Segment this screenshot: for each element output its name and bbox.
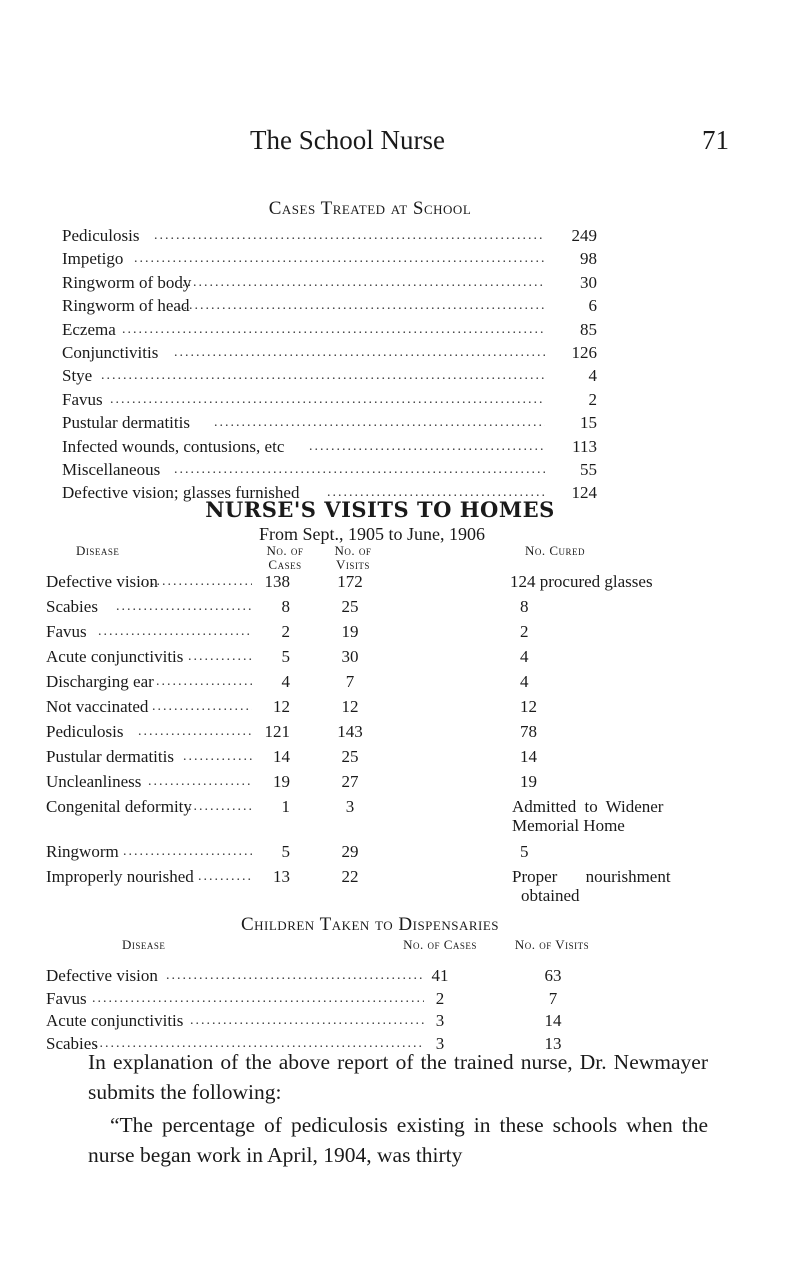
case-label: Infected wounds, contusions, etc xyxy=(62,436,285,456)
leader-dots xyxy=(98,624,252,640)
case-label: Pediculosis xyxy=(62,226,140,245)
home-cured: Admitted to Widener xyxy=(512,797,664,816)
home-cases: 19 xyxy=(273,772,290,791)
disp-visits: 7 xyxy=(548,988,558,1008)
home-visits: 7 xyxy=(345,672,355,691)
case-label: Miscellaneous xyxy=(62,460,161,479)
leader-dots xyxy=(182,275,545,291)
case-count: 124 xyxy=(571,483,597,503)
home-visits: 25 xyxy=(341,597,359,616)
home-col-cases: No. of Cases xyxy=(266,543,304,572)
case-label: Stye xyxy=(62,366,93,386)
home-disease: Discharging ear xyxy=(46,672,154,691)
running-title: The School Nurse xyxy=(250,125,445,155)
leader-dots xyxy=(138,724,252,740)
case-count: 113 xyxy=(572,436,597,456)
leader-dots xyxy=(140,574,252,590)
home-visits: 19 xyxy=(341,622,359,641)
home-disease: Not vaccinated xyxy=(46,697,149,716)
leader-dots xyxy=(110,392,545,408)
page-number: 71 xyxy=(702,125,729,155)
home-disease: Acute conjunctivitis xyxy=(46,647,184,666)
home-cured: 2 xyxy=(520,622,529,641)
home-cases: 13 xyxy=(273,867,290,886)
home-cured: 78 xyxy=(520,722,537,741)
case-count: 55 xyxy=(580,460,597,479)
home-cases: 14 xyxy=(273,747,290,766)
case-label: Favus xyxy=(62,389,103,409)
case-count: 126 xyxy=(571,343,597,362)
case-count: 6 xyxy=(588,296,597,316)
leader-dots xyxy=(190,1013,424,1029)
case-label: Ringworm of head xyxy=(62,296,190,316)
home-disease: Pustular dermatitis xyxy=(46,747,174,766)
home-cases: 5 xyxy=(281,842,290,861)
school-cases-title: Cases Treated at School xyxy=(268,198,472,219)
leader-dots xyxy=(198,869,252,885)
home-col-disease: Disease xyxy=(76,543,120,558)
case-count: 2 xyxy=(588,389,597,409)
home-cured: 4 xyxy=(520,647,529,666)
home-disease: Scabies xyxy=(46,597,98,616)
leader-dots xyxy=(148,774,252,790)
home-cured: 5 xyxy=(520,842,529,861)
home-disease: Ringworm xyxy=(46,842,119,861)
home-visits-title: NURSE'S VISITS TO HOMES xyxy=(205,497,555,522)
home-disease: Improperly nourished xyxy=(46,867,194,886)
home-cases: 4 xyxy=(281,672,290,691)
home-cases: 2 xyxy=(281,622,290,641)
case-label: Eczema xyxy=(62,319,116,339)
home-visits: 143 xyxy=(337,722,363,741)
home-visits: 27 xyxy=(341,772,359,791)
leader-dots xyxy=(188,649,252,665)
home-disease: Pediculosis xyxy=(46,722,124,741)
home-disease: Congenital deformity xyxy=(46,797,192,816)
leader-dots xyxy=(122,322,545,338)
home-cured: 19 xyxy=(520,772,537,791)
case-label: Impetigo xyxy=(62,249,124,269)
home-cured: 12 xyxy=(520,697,537,716)
case-count: 4 xyxy=(588,366,597,386)
case-count: 249 xyxy=(571,226,597,245)
home-cured: Proper nourishment xyxy=(512,867,671,886)
disp-visits: 13 xyxy=(544,1033,562,1053)
home-visits: 172 xyxy=(337,572,363,591)
home-cases: 1 xyxy=(281,797,290,816)
disp-cases: 41 xyxy=(431,966,449,985)
disp-disease: Scabies xyxy=(46,1033,98,1053)
home-visits: 30 xyxy=(341,647,359,666)
leader-dots xyxy=(174,462,545,478)
home-col-cured: No. Cured xyxy=(525,543,586,558)
case-count: 30 xyxy=(580,272,597,292)
home-visits: 22 xyxy=(341,867,359,886)
leader-dots xyxy=(134,251,545,267)
leader-dots xyxy=(309,439,545,455)
body-paragraph-2: “The percentage of pediculosis existing in these schools when the nurse began work in April, 1904, was thirty xyxy=(88,1113,708,1167)
disp-col-visits: No. of Visits xyxy=(514,937,590,952)
case-count: 98 xyxy=(580,249,597,269)
home-cases: 138 xyxy=(264,572,290,591)
home-cases: 12 xyxy=(273,697,290,716)
disp-disease: Defective vision xyxy=(46,966,158,985)
leader-dots xyxy=(116,599,252,615)
home-cured: 124 procured glasses xyxy=(510,572,653,591)
home-disease: Favus xyxy=(46,622,87,641)
case-label: Pustular dermatitis xyxy=(62,413,190,433)
leader-dots xyxy=(123,844,252,860)
case-count: 85 xyxy=(580,319,597,339)
leader-dots xyxy=(183,749,252,765)
leader-dots xyxy=(174,345,545,361)
leader-dots xyxy=(92,991,424,1007)
home-visits-subtitle xyxy=(0,524,772,545)
home-cases: 5 xyxy=(281,647,290,666)
leader-dots xyxy=(154,228,545,244)
home-cases: 121 xyxy=(264,722,290,741)
home-cured-line2: obtained xyxy=(521,886,580,905)
leader-dots xyxy=(152,699,252,715)
home-visits: 3 xyxy=(345,797,355,816)
home-disease: Uncleanliness xyxy=(46,772,142,791)
home-col-visits: No. of Visits xyxy=(334,543,372,572)
home-cured-line2: Memorial Home xyxy=(512,816,625,835)
disp-cases: 3 xyxy=(435,1011,445,1030)
home-visits: 25 xyxy=(341,747,359,766)
body-paragraph-1: In explanation of the above report of the trained nurse, Dr. Newmayer submits the following: xyxy=(88,1050,708,1104)
disp-cases: 3 xyxy=(435,1033,445,1053)
leader-dots xyxy=(166,968,424,984)
disp-col-cases: No. of Cases xyxy=(403,937,477,952)
leader-dots xyxy=(156,674,252,690)
home-cured: 14 xyxy=(520,747,537,766)
home-cured: 8 xyxy=(520,597,529,616)
leader-dots xyxy=(214,415,545,431)
dispensaries-title: Children Taken to Dispensaries xyxy=(240,914,500,935)
case-label: Ringworm of body xyxy=(62,272,192,292)
disp-disease: Acute conjunctivitis xyxy=(46,1011,184,1030)
home-visits-subtitle-text: From Sept., 1905 to June, 1906 xyxy=(258,524,485,544)
case-label: Conjunctivitis xyxy=(62,343,159,362)
home-disease: Defective vision xyxy=(46,572,158,591)
home-visits: 29 xyxy=(341,842,359,861)
disp-cases: 2 xyxy=(435,988,445,1008)
case-label: Defective vision; glasses furnished xyxy=(62,483,300,503)
disp-visits: 14 xyxy=(544,1011,562,1030)
leader-dots xyxy=(101,368,545,384)
home-cases: 8 xyxy=(281,597,290,616)
home-cured: 4 xyxy=(520,672,529,691)
disp-visits: 63 xyxy=(544,966,562,985)
leader-dots xyxy=(188,799,252,815)
case-count: 15 xyxy=(580,413,597,433)
disp-disease: Favus xyxy=(46,988,87,1008)
leader-dots xyxy=(178,298,545,314)
home-visits: 12 xyxy=(341,697,359,716)
disp-col-disease: Disease xyxy=(122,937,166,952)
